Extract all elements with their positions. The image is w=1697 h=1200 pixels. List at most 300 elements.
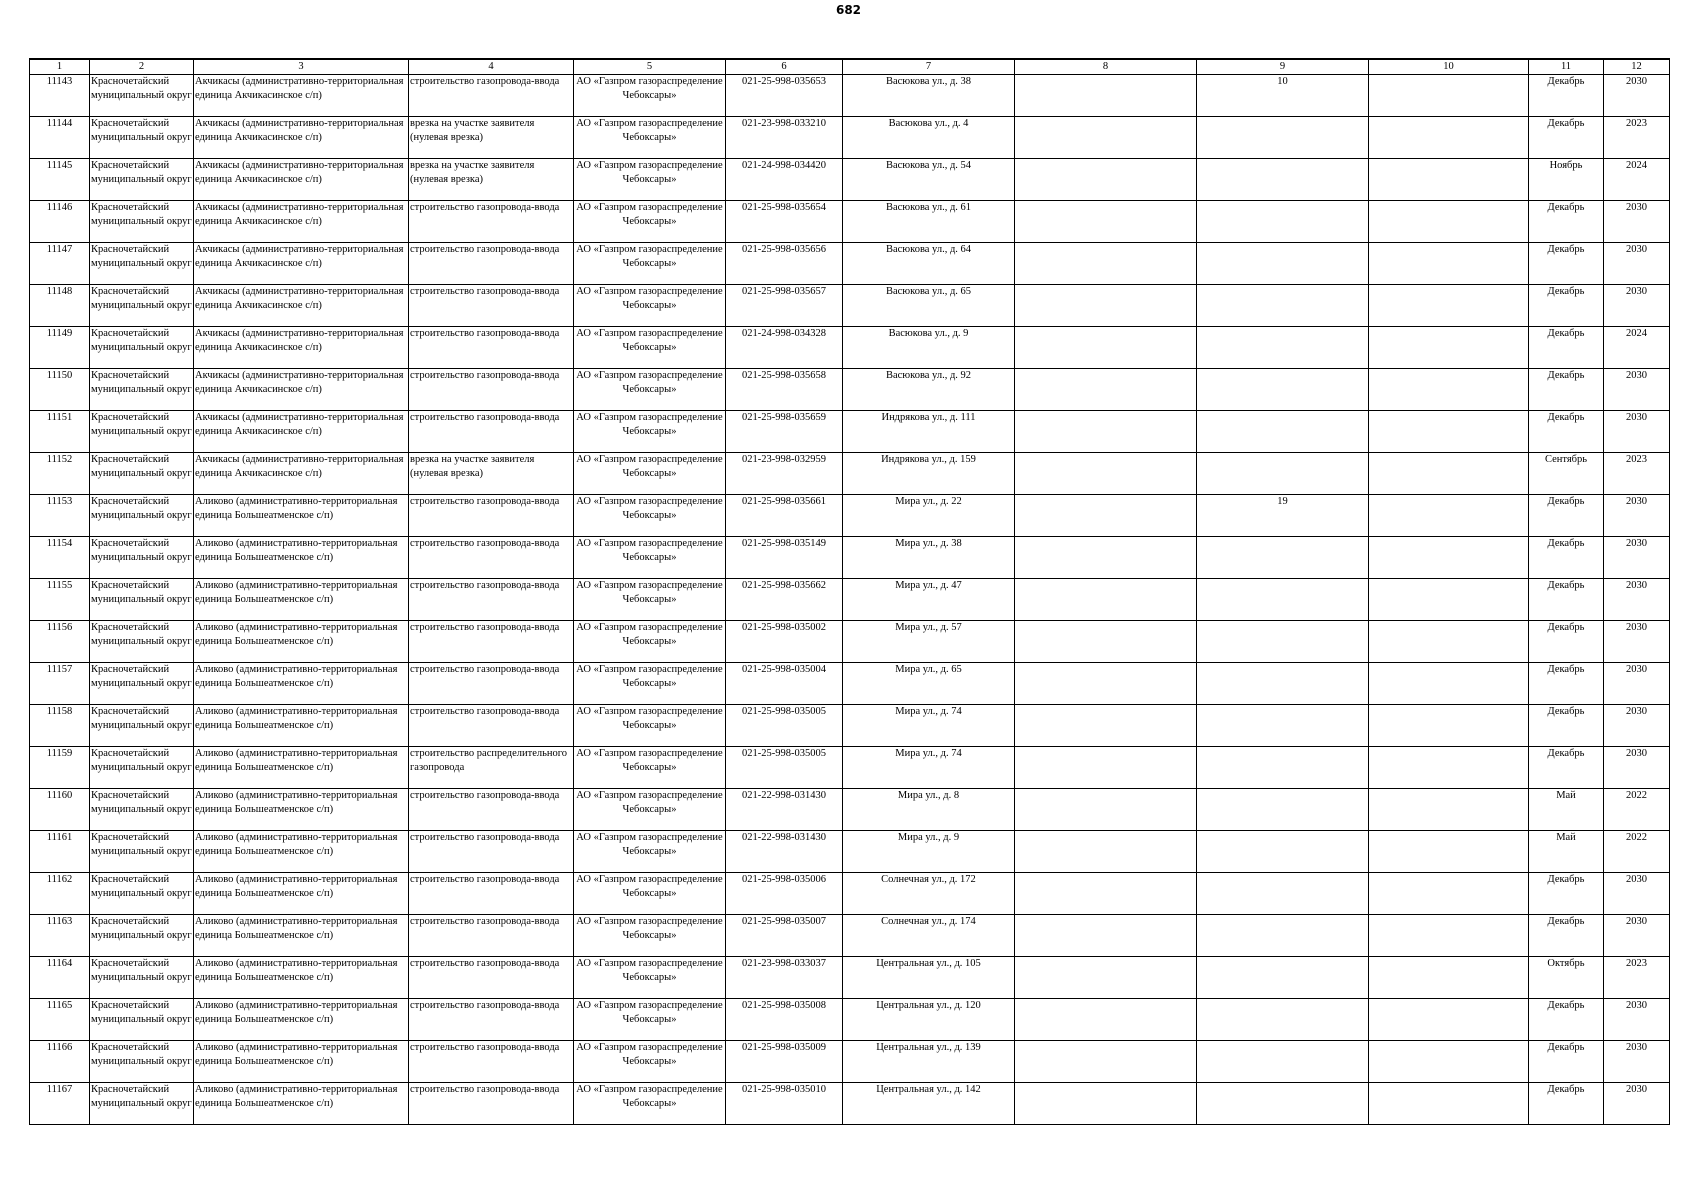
column-8-cell xyxy=(1015,201,1197,243)
year-cell xyxy=(1604,831,1670,873)
row-number-text: 11157 xyxy=(46,664,73,675)
work-type-cell-text: строительство газопровода-ввода xyxy=(410,328,560,339)
row-number-text: 11167 xyxy=(46,1084,73,1095)
month-cell xyxy=(1529,663,1604,705)
organization-cell-text: АО «Газпром газораспределение Чебоксары» xyxy=(576,1084,723,1109)
month-cell xyxy=(1529,117,1604,159)
column-8-cell xyxy=(1015,831,1197,873)
year-cell-text: 2030 xyxy=(1626,580,1647,591)
settlement-cell xyxy=(194,915,409,957)
row-number-text: 11144 xyxy=(46,118,73,129)
address-cell xyxy=(843,327,1015,369)
organization-cell-text: АО «Газпром газораспределение Чебоксары» xyxy=(576,706,723,731)
row-number-text: 11150 xyxy=(46,370,73,381)
table-row xyxy=(30,243,1670,285)
column-10-cell xyxy=(1369,159,1529,201)
district-cell xyxy=(90,957,194,999)
year-cell-text: 2023 xyxy=(1626,118,1647,129)
column-10-cell-text xyxy=(1370,75,1527,116)
column-9-cell xyxy=(1197,75,1369,117)
work-type-cell-text: строительство газопровода-ввода xyxy=(410,538,560,549)
year-cell-text: 2030 xyxy=(1626,664,1647,675)
address-cell-text: Мира ул., д. 65 xyxy=(895,664,962,675)
settlement-cell xyxy=(194,789,409,831)
application-number-cell-text: 021-25-998-035653 xyxy=(742,76,826,87)
application-number-cell xyxy=(726,915,843,957)
column-10-cell-text xyxy=(1370,957,1527,998)
month-cell xyxy=(1529,999,1604,1041)
column-9-cell xyxy=(1197,579,1369,621)
district-cell xyxy=(90,117,194,159)
column-9-cell-text xyxy=(1198,1083,1367,1124)
district-cell-text: Красночетайский муниципальный округ xyxy=(91,916,192,941)
table-row xyxy=(30,1083,1670,1125)
month-cell xyxy=(1529,1041,1604,1083)
column-10-cell xyxy=(1369,579,1529,621)
settlement-cell-text: Акчикасы (административно-территориальная единица Акчикасинское с/п) xyxy=(195,118,404,143)
organization-cell-text: АО «Газпром газораспределение Чебоксары» xyxy=(576,622,723,647)
work-type-cell xyxy=(409,411,574,453)
column-10-cell xyxy=(1369,369,1529,411)
row-number xyxy=(30,873,90,915)
column-9-cell-text xyxy=(1198,663,1367,704)
district-cell-text: Красночетайский муниципальный округ xyxy=(91,370,192,395)
district-cell-text: Красночетайский муниципальный округ xyxy=(91,328,192,353)
column-8-cell-text xyxy=(1016,747,1195,788)
column-10-cell-text xyxy=(1370,117,1527,158)
column-8-cell xyxy=(1015,663,1197,705)
column-10-cell-text xyxy=(1370,705,1527,746)
application-number-cell-text: 021-25-998-035010 xyxy=(742,1084,826,1095)
row-number-text: 11160 xyxy=(46,790,73,801)
application-number-cell-text: 021-25-998-035661 xyxy=(742,496,826,507)
district-cell-text: Красночетайский муниципальный округ xyxy=(91,118,192,143)
work-type-cell xyxy=(409,537,574,579)
column-10-cell xyxy=(1369,285,1529,327)
year-cell-text: 2030 xyxy=(1626,622,1647,633)
month-cell xyxy=(1529,75,1604,117)
district-cell-text: Красночетайский муниципальный округ xyxy=(91,202,192,227)
work-type-cell-text: строительство газопровода-ввода xyxy=(410,286,560,297)
address-cell-text: Мира ул., д. 74 xyxy=(895,748,962,759)
application-number-cell xyxy=(726,201,843,243)
work-type-cell-text: строительство газопровода-ввода xyxy=(410,790,560,801)
table-row xyxy=(30,411,1670,453)
column-8-cell xyxy=(1015,495,1197,537)
organization-cell xyxy=(574,873,726,915)
address-cell-text: Васюкова ул., д. 9 xyxy=(888,328,969,339)
row-number xyxy=(30,201,90,243)
application-number-cell xyxy=(726,747,843,789)
table-row xyxy=(30,159,1670,201)
organization-cell xyxy=(574,999,726,1041)
address-cell xyxy=(843,747,1015,789)
column-8-cell-text xyxy=(1016,117,1195,158)
table-row xyxy=(30,453,1670,495)
row-number xyxy=(30,243,90,285)
district-cell xyxy=(90,285,194,327)
settlement-cell xyxy=(194,75,409,117)
organization-cell xyxy=(574,957,726,999)
column-8-cell-text xyxy=(1016,1083,1195,1124)
column-10-cell xyxy=(1369,621,1529,663)
column-10-cell xyxy=(1369,411,1529,453)
month-cell-text: Декабрь xyxy=(1547,370,1585,381)
column-8-cell-text xyxy=(1016,957,1195,998)
work-type-cell xyxy=(409,663,574,705)
column-8-cell xyxy=(1015,1041,1197,1083)
column-9-cell xyxy=(1197,915,1369,957)
settlement-cell xyxy=(194,663,409,705)
address-cell xyxy=(843,999,1015,1041)
district-cell xyxy=(90,663,194,705)
organization-cell-text: АО «Газпром газораспределение Чебоксары» xyxy=(576,370,723,395)
application-number-cell-text: 021-22-998-031430 xyxy=(742,790,826,801)
settlement-cell xyxy=(194,1083,409,1125)
address-cell-text: Васюкова ул., д. 64 xyxy=(885,244,972,255)
year-cell xyxy=(1604,915,1670,957)
row-number xyxy=(30,159,90,201)
application-number-cell xyxy=(726,957,843,999)
application-number-cell-text: 021-25-998-035007 xyxy=(742,916,826,927)
column-9-cell xyxy=(1197,789,1369,831)
column-10-cell xyxy=(1369,663,1529,705)
year-cell xyxy=(1604,369,1670,411)
application-number-cell-text: 021-24-998-034420 xyxy=(742,160,826,171)
address-cell-text: Центральная ул., д. 139 xyxy=(876,1042,981,1053)
district-cell xyxy=(90,159,194,201)
column-10-cell xyxy=(1369,201,1529,243)
row-number-text: 11165 xyxy=(46,1000,73,1011)
column-10-cell-text xyxy=(1370,747,1527,788)
row-number xyxy=(30,831,90,873)
organization-cell xyxy=(574,75,726,117)
settlement-cell xyxy=(194,1041,409,1083)
column-10-cell xyxy=(1369,873,1529,915)
column-header: 12 xyxy=(1604,59,1670,75)
row-number-text: 11158 xyxy=(46,706,73,717)
column-9-cell-text xyxy=(1198,873,1367,914)
month-cell-text: Декабрь xyxy=(1547,202,1585,213)
settlement-cell xyxy=(194,495,409,537)
district-cell xyxy=(90,705,194,747)
work-type-cell xyxy=(409,453,574,495)
year-cell-text: 2030 xyxy=(1626,748,1647,759)
month-cell xyxy=(1529,453,1604,495)
column-10-cell-text xyxy=(1370,243,1527,284)
table-row xyxy=(30,201,1670,243)
column-9-cell xyxy=(1197,747,1369,789)
work-type-cell xyxy=(409,579,574,621)
month-cell xyxy=(1529,327,1604,369)
organization-cell-text: АО «Газпром газораспределение Чебоксары» xyxy=(576,454,723,479)
year-cell xyxy=(1604,327,1670,369)
work-type-cell-text: строительство газопровода-ввода xyxy=(410,1084,560,1095)
row-number-text: 11146 xyxy=(46,202,73,213)
work-type-cell-text: строительство газопровода-ввода xyxy=(410,664,560,675)
year-cell xyxy=(1604,747,1670,789)
address-cell-text: Мира ул., д. 22 xyxy=(895,496,962,507)
row-number-text: 11149 xyxy=(46,328,73,339)
year-cell-text: 2030 xyxy=(1626,370,1647,381)
organization-cell xyxy=(574,1083,726,1125)
month-cell-text: Декабрь xyxy=(1547,580,1585,591)
row-number-text: 11163 xyxy=(46,916,73,927)
application-number-cell xyxy=(726,285,843,327)
address-cell-text: Центральная ул., д. 120 xyxy=(876,1000,981,1011)
month-cell-text: Декабрь xyxy=(1547,118,1585,129)
work-type-cell xyxy=(409,1083,574,1125)
column-9-cell-text: 19 xyxy=(1277,496,1288,507)
settlement-cell xyxy=(194,201,409,243)
address-cell-text: Мира ул., д. 74 xyxy=(895,706,962,717)
district-cell xyxy=(90,411,194,453)
column-header: 11 xyxy=(1529,59,1604,75)
column-8-cell-text xyxy=(1016,579,1195,620)
column-8-cell xyxy=(1015,159,1197,201)
row-number-text: 11161 xyxy=(46,832,73,843)
work-type-cell-text: строительство газопровода-ввода xyxy=(410,622,560,633)
column-8-cell xyxy=(1015,117,1197,159)
settlement-cell-text: Акчикасы (административно-территориальная единица Акчикасинское с/п) xyxy=(195,76,404,101)
work-type-cell-text: строительство газопровода-ввода xyxy=(410,496,560,507)
month-cell xyxy=(1529,411,1604,453)
address-cell xyxy=(843,1083,1015,1125)
column-header: 8 xyxy=(1015,59,1197,75)
column-10-cell xyxy=(1369,243,1529,285)
month-cell-text: Декабрь xyxy=(1547,916,1585,927)
district-cell xyxy=(90,243,194,285)
column-8-cell-text xyxy=(1016,369,1195,410)
work-type-cell-text: строительство газопровода-ввода xyxy=(410,202,560,213)
work-type-cell-text: строительство распределительного газопровода xyxy=(410,748,568,773)
application-number-cell xyxy=(726,1041,843,1083)
column-header: 6 xyxy=(726,59,843,75)
year-cell xyxy=(1604,957,1670,999)
application-number-cell-text: 021-25-998-035149 xyxy=(742,538,826,549)
settlement-cell xyxy=(194,411,409,453)
column-8-cell-text xyxy=(1016,159,1195,200)
column-8-cell xyxy=(1015,747,1197,789)
column-10-cell xyxy=(1369,999,1529,1041)
column-8-cell xyxy=(1015,579,1197,621)
organization-cell xyxy=(574,411,726,453)
column-10-cell-text xyxy=(1370,789,1527,830)
district-cell-text: Красночетайский муниципальный округ xyxy=(91,76,192,101)
district-cell-text: Красночетайский муниципальный округ xyxy=(91,286,192,311)
organization-cell xyxy=(574,243,726,285)
year-cell xyxy=(1604,1041,1670,1083)
column-header: 5 xyxy=(574,59,726,75)
organization-cell xyxy=(574,453,726,495)
work-type-cell-text: строительство газопровода-ввода xyxy=(410,580,560,591)
column-8-cell-text xyxy=(1016,495,1195,536)
row-number-text: 11143 xyxy=(46,76,73,87)
address-cell xyxy=(843,537,1015,579)
column-number-row xyxy=(30,59,1670,75)
column-9-cell-text xyxy=(1198,747,1367,788)
district-cell xyxy=(90,831,194,873)
application-number-cell-text: 021-25-998-035657 xyxy=(742,286,826,297)
month-cell xyxy=(1529,579,1604,621)
organization-cell-text: АО «Газпром газораспределение Чебоксары» xyxy=(576,580,723,605)
table-row xyxy=(30,579,1670,621)
column-8-cell xyxy=(1015,411,1197,453)
work-type-cell xyxy=(409,495,574,537)
settlement-cell xyxy=(194,957,409,999)
district-cell-text: Красночетайский муниципальный округ xyxy=(91,874,192,899)
row-number-text: 11151 xyxy=(46,412,73,423)
column-9-cell-text xyxy=(1198,621,1367,662)
year-cell-text: 2030 xyxy=(1626,244,1647,255)
settlement-cell-text: Аликово (административно-территориальная единица Большеатменское с/п) xyxy=(195,664,398,689)
column-9-cell xyxy=(1197,411,1369,453)
column-10-cell-text xyxy=(1370,579,1527,620)
organization-cell xyxy=(574,579,726,621)
application-number-cell-text: 021-25-998-035008 xyxy=(742,1000,826,1011)
settlement-cell-text: Аликово (административно-территориальная единица Большеатменское с/п) xyxy=(195,832,398,857)
column-8-cell xyxy=(1015,705,1197,747)
table-row xyxy=(30,873,1670,915)
year-cell-text: 2023 xyxy=(1626,454,1647,465)
year-cell-text: 2024 xyxy=(1626,160,1647,171)
organization-cell xyxy=(574,1041,726,1083)
column-10-cell-text xyxy=(1370,873,1527,914)
application-number-cell xyxy=(726,495,843,537)
row-number xyxy=(30,957,90,999)
month-cell xyxy=(1529,621,1604,663)
work-type-cell xyxy=(409,369,574,411)
district-cell xyxy=(90,1083,194,1125)
application-number-cell-text: 021-25-998-035005 xyxy=(742,706,826,717)
address-cell xyxy=(843,579,1015,621)
application-number-cell-text: 021-25-998-035662 xyxy=(742,580,826,591)
address-cell-text: Центральная ул., д. 105 xyxy=(876,958,981,969)
address-cell xyxy=(843,915,1015,957)
work-type-cell xyxy=(409,789,574,831)
organization-cell-text: АО «Газпром газораспределение Чебоксары» xyxy=(576,496,723,521)
column-9-cell xyxy=(1197,1041,1369,1083)
column-10-cell xyxy=(1369,789,1529,831)
address-cell-text: Васюкова ул., д. 92 xyxy=(885,370,972,381)
row-number-text: 11159 xyxy=(46,748,73,759)
column-9-cell-text xyxy=(1198,789,1367,830)
row-number xyxy=(30,999,90,1041)
table-row xyxy=(30,369,1670,411)
work-type-cell xyxy=(409,327,574,369)
district-cell xyxy=(90,789,194,831)
address-cell-text: Мира ул., д. 57 xyxy=(895,622,962,633)
work-type-cell-text: врезка на участке заявителя (нулевая врезка) xyxy=(410,160,535,185)
column-9-cell xyxy=(1197,873,1369,915)
year-cell-text: 2030 xyxy=(1626,202,1647,213)
column-10-cell-text xyxy=(1370,1041,1527,1082)
row-number-text: 11154 xyxy=(46,538,73,549)
month-cell-text: Декабрь xyxy=(1547,76,1585,87)
column-10-cell xyxy=(1369,915,1529,957)
row-number xyxy=(30,75,90,117)
work-type-cell xyxy=(409,831,574,873)
work-type-cell-text: строительство газопровода-ввода xyxy=(410,1042,560,1053)
page-number: 682 xyxy=(835,3,862,17)
column-8-cell-text xyxy=(1016,537,1195,578)
column-9-cell xyxy=(1197,243,1369,285)
work-type-cell xyxy=(409,957,574,999)
month-cell-text: Декабрь xyxy=(1547,622,1585,633)
column-8-cell xyxy=(1015,369,1197,411)
column-9-cell-text xyxy=(1198,453,1367,494)
year-cell-text: 2030 xyxy=(1626,412,1647,423)
year-cell-text: 2030 xyxy=(1626,874,1647,885)
column-9-cell xyxy=(1197,537,1369,579)
address-cell-text: Мира ул., д. 8 xyxy=(897,790,960,801)
application-number-cell-text: 021-25-998-035004 xyxy=(742,664,826,675)
row-number-text: 11153 xyxy=(46,496,73,507)
column-10-cell-text xyxy=(1370,411,1527,452)
column-9-cell-text xyxy=(1198,1041,1367,1082)
column-9-cell xyxy=(1197,1083,1369,1125)
work-type-cell-text: врезка на участке заявителя (нулевая врезка) xyxy=(410,454,535,479)
district-cell-text: Красночетайский муниципальный округ xyxy=(91,538,192,563)
table-row xyxy=(30,285,1670,327)
application-number-cell-text: 021-25-998-035658 xyxy=(742,370,826,381)
column-8-cell-text xyxy=(1016,411,1195,452)
year-cell-text: 2023 xyxy=(1626,958,1647,969)
district-cell-text: Красночетайский муниципальный округ xyxy=(91,832,192,857)
settlement-cell xyxy=(194,159,409,201)
work-type-cell xyxy=(409,159,574,201)
settlement-cell xyxy=(194,453,409,495)
row-number xyxy=(30,705,90,747)
column-9-cell-text xyxy=(1198,705,1367,746)
month-cell xyxy=(1529,831,1604,873)
column-10-cell-text xyxy=(1370,159,1527,200)
organization-cell xyxy=(574,159,726,201)
organization-cell xyxy=(574,285,726,327)
address-cell xyxy=(843,831,1015,873)
month-cell xyxy=(1529,537,1604,579)
organization-cell xyxy=(574,621,726,663)
district-cell-text: Красночетайский муниципальный округ xyxy=(91,412,192,437)
column-8-cell-text xyxy=(1016,201,1195,242)
table-row xyxy=(30,117,1670,159)
organization-cell-text: АО «Газпром газораспределение Чебоксары» xyxy=(576,202,723,227)
organization-cell xyxy=(574,327,726,369)
year-cell xyxy=(1604,873,1670,915)
year-cell-text: 2022 xyxy=(1626,790,1647,801)
address-cell-text: Центральная ул., д. 142 xyxy=(876,1084,981,1095)
work-type-cell-text: врезка на участке заявителя (нулевая врезка) xyxy=(410,118,535,143)
year-cell xyxy=(1604,285,1670,327)
district-cell-text: Красночетайский муниципальный округ xyxy=(91,454,192,479)
address-cell xyxy=(843,873,1015,915)
month-cell-text: Декабрь xyxy=(1547,286,1585,297)
work-type-cell xyxy=(409,915,574,957)
year-cell xyxy=(1604,579,1670,621)
row-number xyxy=(30,537,90,579)
column-9-cell xyxy=(1197,999,1369,1041)
address-cell-text: Мира ул., д. 9 xyxy=(897,832,960,843)
work-type-cell-text: строительство газопровода-ввода xyxy=(410,874,560,885)
district-cell xyxy=(90,495,194,537)
table-row xyxy=(30,537,1670,579)
column-8-cell xyxy=(1015,1083,1197,1125)
row-number-text: 11164 xyxy=(46,958,73,969)
application-number-cell-text: 021-25-998-035654 xyxy=(742,202,826,213)
row-number xyxy=(30,369,90,411)
address-cell xyxy=(843,1041,1015,1083)
year-cell-text: 2030 xyxy=(1626,1084,1647,1095)
